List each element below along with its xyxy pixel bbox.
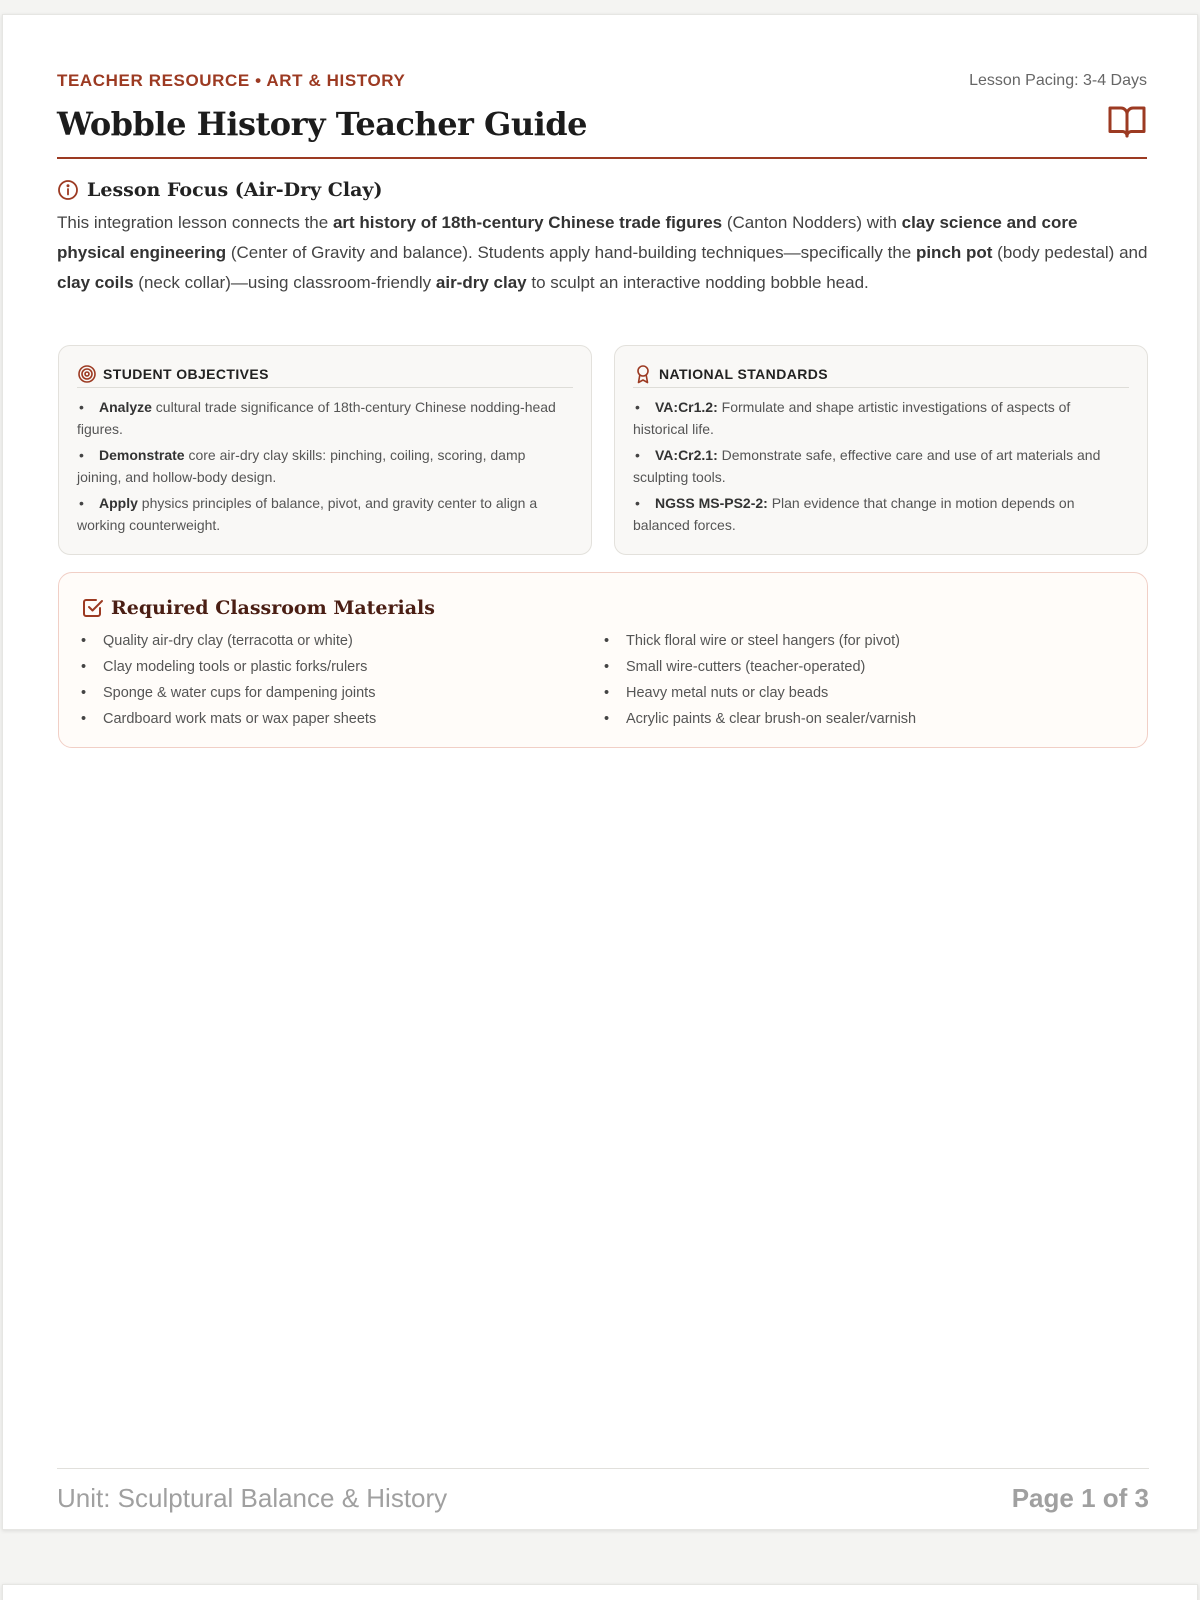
national-standards-card (614, 345, 1148, 555)
lesson-focus-heading (57, 175, 382, 205)
intro-text: to sculpt an interactive nodding bobble head. (526, 273, 869, 292)
standard-item-lead: VA:Cr1.2: (655, 399, 718, 415)
next-page-edge (2, 1584, 1198, 1600)
national-standards-heading (633, 362, 1129, 388)
material-item: • Clay modeling tools or plastic forks/rulers (81, 659, 368, 675)
objective-item-text: core air-dry clay skills: pinching, coiling, scoring, damp joining, and hollow-body design. (77, 447, 526, 485)
material-item: • Acrylic paints & clear brush-on sealer/varnish (604, 711, 917, 727)
award-ribbon-icon (633, 364, 653, 384)
standard-item-lead: VA:Cr2.1: (655, 447, 718, 463)
material-item: • Sponge & water cups for dampening joints (81, 685, 376, 701)
standards-list (633, 396, 1129, 536)
lesson-focus-title: Lesson Focus (Air-Dry Clay) (87, 179, 383, 201)
standard-item: • VA:Cr1.2: Formulate and shape artistic investigations of aspects of historical life. (633, 399, 1071, 437)
intro-text: (neck collar)—using classroom-friendly (133, 273, 436, 292)
material-item: • Thick floral wire or steel hangers (for pivot) (604, 633, 900, 649)
intro-text: (Center of Gravity and balance). Students apply hand-building techniques—specifically the (226, 243, 916, 262)
footer-page-number: Page 1 of 3 (1011, 1483, 1149, 1513)
book-open-icon (1107, 103, 1147, 139)
standard-item-text: Demonstrate safe, effective care and use of art materials and sculpting tools. (633, 447, 1101, 485)
standard-item: • VA:Cr2.1: Demonstrate safe, effective care and use of art materials and sculpting tools. (633, 447, 1101, 485)
target-icon (77, 364, 97, 384)
eyebrow-label: TEACHER RESOURCE • ART & HISTORY (57, 71, 406, 90)
national-standards-title: NATIONAL STANDARDS (659, 365, 828, 382)
intro-emphasis: art history of 18th-century Chinese trade figures (332, 213, 723, 232)
material-item: • Small wire-cutters (teacher-operated) (604, 659, 866, 675)
objective-item-lead: Apply (99, 495, 138, 511)
material-item-text: Cardboard work mats or wax paper sheets (103, 711, 377, 727)
material-item: • Heavy metal nuts or clay beads (604, 685, 829, 701)
material-item-text: Thick floral wire or steel hangers (for pivot) (626, 633, 900, 649)
material-item-text: Sponge & water cups for dampening joints (103, 685, 376, 701)
material-item: • Quality air-dry clay (terracotta or white) (81, 633, 353, 649)
document-page (2, 14, 1198, 1530)
intro-text: (body pedestal) and (992, 243, 1148, 262)
materials-panel (58, 572, 1148, 748)
objective-item-text: cultural trade significance of 18th-century Chinese nodding-head figures. (77, 399, 556, 437)
checkbox-icon (81, 596, 105, 620)
objectives-list (77, 396, 573, 536)
student-objectives-title: STUDENT OBJECTIVES (103, 365, 269, 382)
materials-list-left (81, 628, 604, 732)
material-item-text: Quality air-dry clay (terracotta or white) (103, 633, 353, 649)
material-item-text: Clay modeling tools or plastic forks/rulers (103, 659, 368, 675)
intro-text: This integration lesson connects the (57, 213, 333, 232)
intro-emphasis: clay coils (57, 273, 134, 292)
intro-text: (Canton Nodders) with (722, 213, 902, 232)
material-item-text: Small wire-cutters (teacher-operated) (626, 659, 866, 675)
intro-emphasis: clay science and core physical engineering (57, 213, 1078, 262)
student-objectives-card (58, 345, 592, 555)
page-header (57, 55, 1147, 159)
objective-item: • Analyze cultural trade significance of 18th-century Chinese nodding-head figures. (77, 399, 556, 437)
info-circle-icon (57, 179, 79, 201)
page-title: Wobble History Teacher Guide (57, 105, 588, 143)
intro-emphasis: air-dry clay (435, 273, 527, 292)
student-objectives-heading (77, 362, 573, 388)
materials-list-right (604, 628, 1127, 732)
standard-item-lead: NGSS MS-PS2-2: (655, 495, 768, 511)
objective-item-lead: Demonstrate (99, 447, 185, 463)
lesson-pacing: Lesson Pacing: 3-4 Days (969, 72, 1147, 89)
standard-item-text: Formulate and shape artistic investigations of aspects of historical life. (633, 399, 1071, 437)
standard-item: • NGSS MS-PS2-2: Plan evidence that change in motion depends on balanced forces. (633, 495, 1075, 533)
material-item-text: Acrylic paints & clear brush-on sealer/varnish (626, 711, 917, 727)
objective-item: • Demonstrate core air-dry clay skills: pinching, coiling, scoring, damp joining, and hollow-body design. (77, 447, 526, 485)
material-item: • Cardboard work mats or wax paper sheets (81, 711, 377, 727)
footer-unit: Unit: Sculptural Balance & History (57, 1483, 448, 1513)
page-footer (57, 1468, 1149, 1528)
materials-heading (81, 593, 1125, 623)
materials-title: Required Classroom Materials (111, 597, 435, 619)
material-item-text: Heavy metal nuts or clay beads (626, 685, 829, 701)
objective-item-text: physics principles of balance, pivot, and gravity center to align a working counterweight. (77, 495, 538, 533)
objective-item: • Apply physics principles of balance, pivot, and gravity center to align a working counterweight. (77, 495, 538, 533)
objective-item-lead: Analyze (99, 399, 152, 415)
intro-emphasis: pinch pot (915, 243, 993, 262)
standard-item-text: Plan evidence that change in motion depends on balanced forces. (633, 495, 1075, 533)
lesson-focus-intro (57, 208, 1149, 298)
